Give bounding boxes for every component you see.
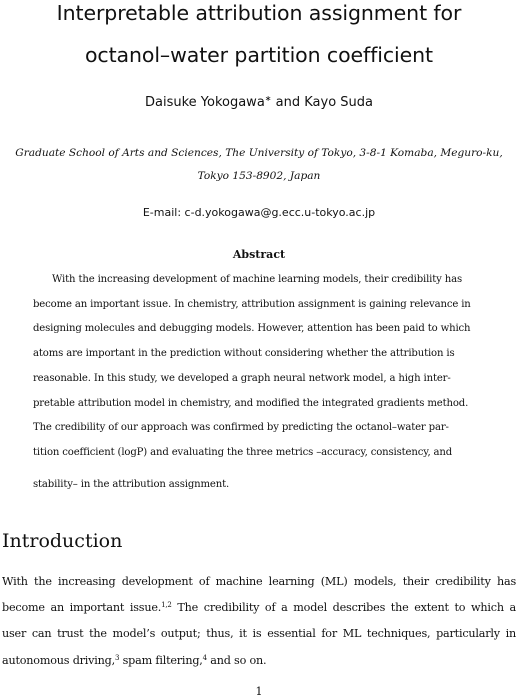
author-list	[0, 95, 518, 111]
abstract-line: reasonable. In this study, we developed a graph neural network model, a high inter-	[33, 373, 451, 384]
paper-title-line-1: Interpretable attribution assignment for	[56, 1, 462, 25]
abstract-line: With the increasing development of machine learning models, their credibility has	[52, 274, 463, 285]
abstract-heading: Abstract	[232, 248, 286, 261]
body-text: become an important issue.	[2, 601, 162, 614]
body-line: With the increasing development of machine learning (ML) models, their credibility has	[2, 575, 516, 588]
corresponding-author-mark: ∗	[264, 94, 272, 103]
abstract-line: atoms are important in the prediction without considering whether the attribution is	[33, 348, 455, 359]
abstract-line: designing molecules and debugging models. However, attention has been paid to which	[33, 323, 471, 334]
author-name: Daisuke Yokogawa	[144, 95, 265, 110]
abstract-line: stability– in the attribution assignment.	[33, 479, 230, 490]
contact-email: E-mail: c-d.yokogawa@g.ecc.u-tokyo.ac.jp	[142, 206, 376, 219]
body-text: autonomous driving,	[2, 654, 116, 667]
abstract-line: tition coefficient (logP) and evaluating the three metrics –accuracy, consistency, and	[33, 447, 453, 458]
citation-ref[interactable]: 1,2	[161, 601, 172, 609]
author-name: Kayo Suda	[304, 95, 373, 110]
affiliation-line-1: Graduate School of Arts and Sciences, The University of Tokyo, 3-8-1 Komaba, Meguro-ku,	[15, 147, 503, 159]
section-heading-introduction: Introduction	[2, 530, 123, 552]
body-text: spam filtering,	[119, 654, 203, 667]
body-line: user can trust the model’s output; thus, it is essential for ML techniques, particularly in	[2, 627, 516, 640]
abstract-line: pretable attribution model in chemistry, and modified the integrated gradients method.	[33, 398, 469, 409]
citation-ref[interactable]: 3	[115, 654, 120, 662]
paper-title-line-2: octanol–water partition coefficient	[84, 43, 433, 67]
body-text: The credibility of a model describes the extent to which a	[171, 601, 516, 614]
abstract-line: become an important issue. In chemistry, attribution assignment is gaining relevance in	[33, 299, 471, 310]
citation-ref[interactable]: 4	[202, 654, 207, 662]
author-conjunction: and	[271, 95, 305, 110]
abstract-line: The credibility of our approach was confirmed by predicting the octanol–water par-	[33, 422, 449, 433]
affiliation-line-2: Tokyo 153-8902, Japan	[197, 170, 321, 182]
body-text: and so on.	[206, 654, 267, 667]
page-number: 1	[255, 685, 263, 698]
body-line	[2, 601, 516, 615]
body-line	[2, 654, 516, 668]
